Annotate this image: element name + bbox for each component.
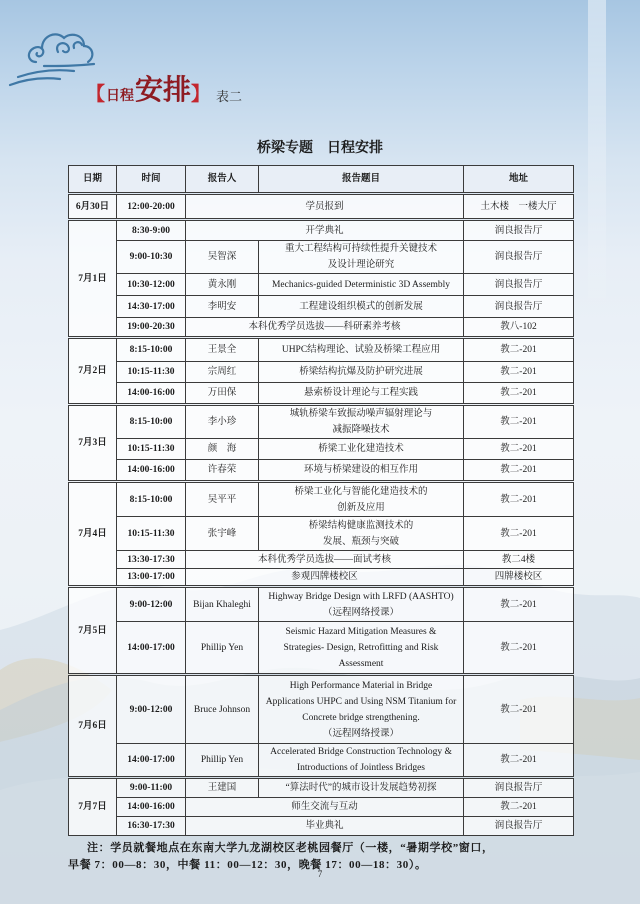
time-cell: 14:00-16:00	[117, 798, 186, 817]
time-cell: 14:30-17:00	[117, 296, 186, 318]
topic-cell: 悬索桥设计理论与工程实践	[259, 383, 464, 405]
schedule-row	[69, 517, 574, 551]
date-cell: 7月7日	[69, 778, 117, 836]
time-cell: 16:30-17:30	[117, 817, 186, 836]
topic-cell: Seismic Hazard Mitigation Measures & Strategies- Design, Retrofitting and Risk Assessment	[259, 622, 464, 675]
bracket-open: 【	[86, 84, 106, 105]
topic-cell: 环境与桥梁建设的相互作用	[259, 460, 464, 482]
time-cell: 13:30-17:30	[117, 551, 186, 569]
topic-cell: “算法时代”的城市设计发展趋势初探	[259, 778, 464, 798]
light-band	[588, 0, 606, 320]
column-header-speaker: 报告人	[186, 166, 259, 194]
topic-cell: Highway Bridge Design with LRFD (AASHTO) （远程网络授课）	[259, 587, 464, 622]
schedule-row	[69, 675, 574, 744]
speaker-cell: 王景全	[186, 338, 259, 362]
column-header-date: 日期	[69, 166, 117, 194]
location-cell: 土木楼 一楼大厅	[464, 194, 574, 220]
schedule-row	[69, 798, 574, 817]
header-large-text: 安排	[135, 75, 192, 106]
schedule-row	[69, 551, 574, 569]
schedule-row	[69, 439, 574, 460]
schedule-row	[69, 460, 574, 482]
time-cell: 8:15-10:00	[117, 338, 186, 362]
schedule-row	[69, 383, 574, 405]
location-cell: 润良报告厅	[464, 241, 574, 274]
time-cell: 8:15-10:00	[117, 482, 186, 517]
speaker-cell: 宗周红	[186, 362, 259, 383]
column-header-topic: 报告题目	[259, 166, 464, 194]
location-cell: 教二-201	[464, 338, 574, 362]
topic-cell: 本科优秀学员选拔——面试考核	[186, 551, 464, 569]
schedule-row	[69, 220, 574, 241]
schedule-row	[69, 569, 574, 587]
location-cell: 教二-201	[464, 362, 574, 383]
location-cell: 润良报告厅	[464, 220, 574, 241]
date-cell: 7月1日	[69, 220, 117, 338]
time-cell: 10:15-11:30	[117, 362, 186, 383]
topic-cell: 桥梁工业化建造技术	[259, 439, 464, 460]
topic-cell: 桥梁结构健康监测技术的 发展、瓶颈与突破	[259, 517, 464, 551]
date-cell: 7月3日	[69, 405, 117, 482]
location-cell: 教二-201	[464, 587, 574, 622]
speaker-cell: 王建国	[186, 778, 259, 798]
speaker-cell: Bruce Johnson	[186, 675, 259, 744]
time-cell: 8:15-10:00	[117, 405, 186, 439]
meal-note-line-1: 注：学员就餐地点在东南大学九龙湖校区老桃园餐厅（一楼，“暑期学校”窗口，	[87, 842, 494, 854]
date-cell: 7月4日	[69, 482, 117, 587]
column-header-time: 时间	[117, 166, 186, 194]
topic-cell: Mechanics-guided Deterministic 3D Assembly	[259, 274, 464, 296]
date-cell: 7月6日	[69, 675, 117, 778]
location-cell: 润良报告厅	[464, 778, 574, 798]
location-cell: 教二-201	[464, 383, 574, 405]
schedule-table	[68, 165, 574, 836]
speaker-cell: 吴平平	[186, 482, 259, 517]
topic-cell: 师生交流与互动	[186, 798, 464, 817]
date-cell: 7月2日	[69, 338, 117, 405]
schedule-row	[69, 587, 574, 622]
schedule-row	[69, 817, 574, 836]
time-cell: 8:30-9:00	[117, 220, 186, 241]
time-cell: 10:30-12:00	[117, 274, 186, 296]
time-cell: 14:00-16:00	[117, 383, 186, 405]
topic-cell: 开学典礼	[186, 220, 464, 241]
bracket-close: 】	[191, 84, 211, 105]
schedule-row	[69, 194, 574, 220]
topic-cell: 毕业典礼	[186, 817, 464, 836]
location-cell: 教二-201	[464, 744, 574, 778]
speaker-cell: Phillip Yen	[186, 744, 259, 778]
speaker-cell: 万田保	[186, 383, 259, 405]
location-cell: 润良报告厅	[464, 296, 574, 318]
location-cell: 四牌楼校区	[464, 569, 574, 587]
location-cell: 教二-201	[464, 460, 574, 482]
time-cell: 9:00-12:00	[117, 675, 186, 744]
topic-cell: High Performance Material in Bridge Applications UHPC and Using NSM Titanium for Concrete bridge strengthening. （远程网络授课）	[259, 675, 464, 744]
schedule-row	[69, 778, 574, 798]
table-label: 表二	[216, 89, 243, 104]
column-header-location: 地址	[464, 166, 574, 194]
section-header	[86, 70, 242, 108]
topic-cell: 工程建设组织模式的创新发展	[259, 296, 464, 318]
topic-cell: Accelerated Bridge Construction Technology & Introductions of Jointless Bridges	[259, 744, 464, 778]
schedule-row	[69, 338, 574, 362]
time-cell: 19:00-20:30	[117, 318, 186, 338]
schedule-row	[69, 241, 574, 274]
location-cell: 润良报告厅	[464, 817, 574, 836]
topic-cell: 城轨桥梁车致振动噪声辐射理论与 减振降噪技术	[259, 405, 464, 439]
speaker-cell: 许春荣	[186, 460, 259, 482]
date-cell: 6月30日	[69, 194, 117, 220]
speaker-cell: 李小珍	[186, 405, 259, 439]
topic-cell: 重大工程结构可持续性提升关键技术 及设计理论研究	[259, 241, 464, 274]
speaker-cell: Phillip Yen	[186, 622, 259, 675]
time-cell: 9:00-10:30	[117, 241, 186, 274]
topic-cell: UHPC结构理论、试验及桥梁工程应用	[259, 338, 464, 362]
header-small-text: 日程	[106, 89, 135, 104]
time-cell: 14:00-16:00	[117, 460, 186, 482]
speaker-cell: 黄永刚	[186, 274, 259, 296]
schedule-row	[69, 744, 574, 778]
location-cell: 教二-201	[464, 405, 574, 439]
page-title: 桥梁专题 日程安排	[257, 141, 383, 156]
schedule-row	[69, 296, 574, 318]
time-cell: 9:00-12:00	[117, 587, 186, 622]
topic-cell: 桥梁工业化与智能化建造技术的 创新及应用	[259, 482, 464, 517]
topic-cell: 参观四牌楼校区	[186, 569, 464, 587]
schedule-row	[69, 622, 574, 675]
header-row	[69, 166, 574, 194]
time-cell: 13:00-17:00	[117, 569, 186, 587]
time-cell: 9:00-11:00	[117, 778, 186, 798]
location-cell: 教二-201	[464, 482, 574, 517]
schedule-row	[69, 318, 574, 338]
location-cell: 教二4楼	[464, 551, 574, 569]
location-cell: 教二-201	[464, 439, 574, 460]
location-cell: 教二-201	[464, 517, 574, 551]
time-cell: 12:00-20:00	[117, 194, 186, 220]
meal-note-line-2: 早餐 7：00—8：30，中餐 11：00—12：30，晚餐 17：00—18：30）。	[68, 859, 427, 871]
time-cell: 10:15-11:30	[117, 439, 186, 460]
time-cell: 10:15-11:30	[117, 517, 186, 551]
speaker-cell: 颜 海	[186, 439, 259, 460]
schedule-row	[69, 405, 574, 439]
location-cell: 教八-102	[464, 318, 574, 338]
page-number: 7	[317, 869, 323, 879]
speaker-cell: 张宇峰	[186, 517, 259, 551]
speaker-cell: Bijan Khaleghi	[186, 587, 259, 622]
location-cell: 教二-201	[464, 675, 574, 744]
topic-cell: 桥梁结构抗爆及防护研究进展	[259, 362, 464, 383]
time-cell: 14:00-17:00	[117, 622, 186, 675]
location-cell: 教二-201	[464, 798, 574, 817]
schedule-row	[69, 274, 574, 296]
speaker-cell: 吴智深	[186, 241, 259, 274]
schedule-row	[69, 362, 574, 383]
schedule-row	[69, 482, 574, 517]
date-cell: 7月5日	[69, 587, 117, 675]
location-cell: 润良报告厅	[464, 274, 574, 296]
time-cell: 14:00-17:00	[117, 744, 186, 778]
speaker-cell: 李明安	[186, 296, 259, 318]
topic-cell: 本科优秀学员选拔——科研素养考核	[186, 318, 464, 338]
location-cell: 教二-201	[464, 622, 574, 675]
topic-cell: 学员报到	[186, 194, 464, 220]
